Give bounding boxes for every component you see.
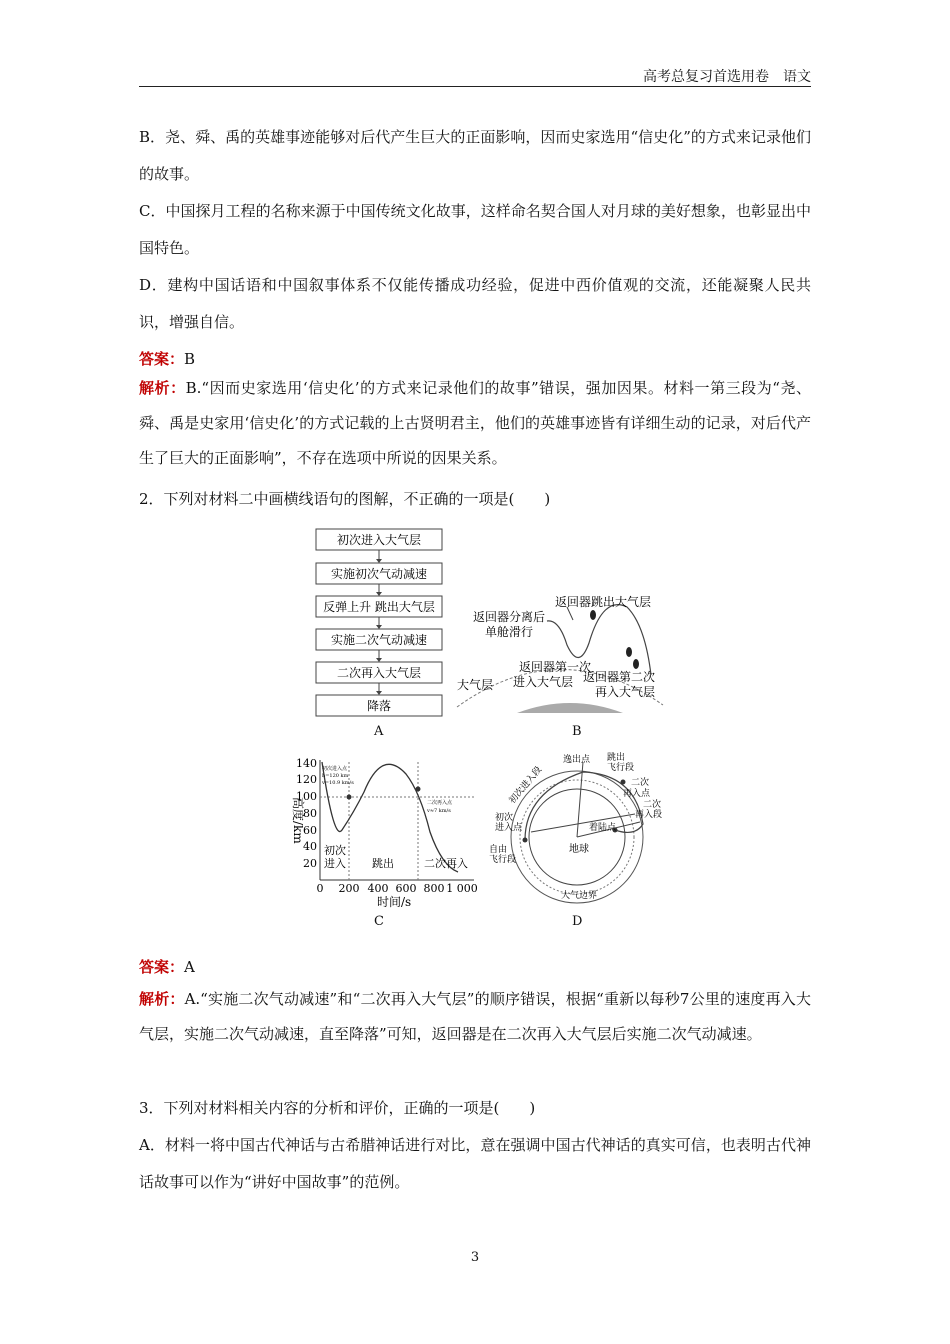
y-axis-label: 高度/km [291, 797, 305, 844]
fig-d-text: 飞行段 [607, 763, 635, 773]
analysis-label: 解析： [139, 990, 185, 1008]
answer-label: 答案： [139, 350, 185, 368]
y-tick: 40 [303, 840, 317, 853]
option-b: B．尧、舜、禹的英雄事迹能够对后代产生巨大的正面影响，因而史家选用“信史化”的方式来记录他们的故事。 [139, 128, 811, 183]
x-axis-label: 时间/s [377, 895, 412, 909]
fig-d-text: 二次 [643, 800, 662, 810]
x-tick: 200 [338, 882, 360, 895]
flow-step: 初次进入大气层 [336, 533, 422, 547]
fig-b-text: 返回器跳出大气层 [555, 595, 652, 609]
fig-d-text: 再入段 [635, 810, 663, 820]
fig-d-text: 初次 [495, 813, 514, 823]
flow-step: 实施二次气动减速 [330, 633, 428, 647]
segment-label: 初次 [324, 844, 346, 857]
fig-d-text: 初次进入段 [507, 765, 545, 806]
q2-answer [139, 949, 811, 986]
annot: v≈7 km/s [427, 808, 451, 814]
y-tick: 120 [296, 773, 317, 786]
figure-a-label: A [374, 724, 384, 739]
figure-a-flowchart [310, 525, 450, 720]
fig-b-text: 返回器第一次 [519, 660, 592, 674]
x-tick: 600 [395, 882, 417, 895]
y-tick: 60 [303, 824, 317, 837]
q2-question: 2．下列对材料二中画横线语句的图解，不正确的一项是( ) [139, 490, 551, 508]
q3-question: 3．下列对材料相关内容的分析和评价，正确的一项是( ) [139, 1099, 536, 1117]
y-tick: 20 [303, 857, 317, 870]
option-d: D．建构中国话语和中国叙事体系不仅能传播成功经验，促进中西价值观的交流，还能凝聚人民共识，增强自信。 [139, 276, 811, 331]
fig-b-text: 再入大气层 [595, 685, 656, 699]
y-tick: 140 [296, 757, 317, 770]
page-header: 高考总复习首选用卷 语文 [139, 66, 811, 87]
fig-d-text: 再入点 [623, 789, 651, 799]
x-tick: 0 [316, 882, 324, 895]
analysis-label: 解析： [139, 379, 186, 397]
fig-d-text: 进入点 [495, 823, 523, 833]
fig-d-text: 二次 [631, 778, 650, 788]
y-tick: 80 [303, 807, 317, 820]
figure-c-plot [282, 752, 482, 912]
fig-b-text: 返回器分离后 [473, 610, 546, 624]
q3-option-a: A．材料一将中国古代神话与古希腊神话进行对比，意在强调中国古代神话的真实可信，也表明古代神话故事可以作为“讲好中国故事”的范例。 [139, 1136, 811, 1191]
segment-label: 二次再入 [424, 857, 468, 870]
fig-d-text: 飞行段 [489, 855, 517, 865]
q2-analysis [139, 982, 811, 1052]
x-tick: 800 [423, 882, 445, 895]
answer-label: 答案： [139, 958, 185, 976]
annot: 初次进入点 [322, 766, 348, 772]
segment-label: 跳出 [372, 857, 394, 870]
fig-b-text: 大气层 [457, 678, 494, 692]
fig-b-text: 进入大气层 [513, 675, 574, 689]
y-tick: 100 [296, 790, 317, 803]
fig-b-text: 单舱滑行 [485, 625, 534, 639]
figure-d-label: D [572, 914, 583, 929]
figure-b-trajectory [455, 585, 665, 715]
segment-label: 进入 [324, 857, 346, 870]
analysis-text: B.“因而史家选用‘信史化’的方式来记录他们的故事”错误，强加因果。材料一第三段为“尧、舜、禹是史家用‘信史化’的方式记载的上古贤明君主，他们的英雄事迹皆有详细生动的记录，对后代产生了巨大的正面影响”，不存在选项中所说的因果关系。 [139, 379, 811, 467]
annot: v=10.9 km/s [322, 780, 354, 786]
option-c: C．中国探月工程的名称来源于中国传统文化故事，这样命名契合国人对月球的美好想象，也彰显出中国特色。 [139, 202, 811, 257]
fig-d-text: 地球 [569, 844, 589, 855]
flow-step: 实施初次气动减速 [330, 567, 428, 581]
figure-b-label: B [572, 724, 582, 739]
flow-step: 反弹上升 跳出大气层 [323, 600, 435, 614]
fig-b-text: 返回器第二次 [583, 670, 656, 684]
annot: 二次再入点 [427, 800, 453, 806]
figure-d-orbit [485, 752, 665, 912]
x-tick: 400 [367, 882, 389, 895]
fig-d-text: 着陆点 [589, 823, 617, 833]
x-tick: 1 000 [446, 882, 478, 895]
fig-d-text: 逸出点 [563, 755, 591, 765]
page-number: 3 [470, 1250, 480, 1265]
annot: h=120 km [322, 773, 349, 779]
flow-step: 二次再入大气层 [336, 666, 422, 680]
fig-d-text: 跳出 [607, 753, 626, 763]
flow-step: 降落 [366, 699, 392, 713]
figure-c-label: C [374, 914, 384, 929]
fig-d-text: 自由 [489, 845, 508, 855]
fig-d-text: 大气边界 [561, 891, 598, 901]
analysis-text: A.“实施二次气动减速”和“二次再入大气层”的顺序错误，根据“重新以每秒7公里的速度再入大气层，实施二次气动减速，直至降落”可知，返回器是在二次再入大气层后实施二次气动减速。 [139, 990, 811, 1043]
answer-value: B [184, 350, 196, 368]
answer-value: A [184, 958, 195, 976]
q1-analysis [139, 371, 811, 476]
